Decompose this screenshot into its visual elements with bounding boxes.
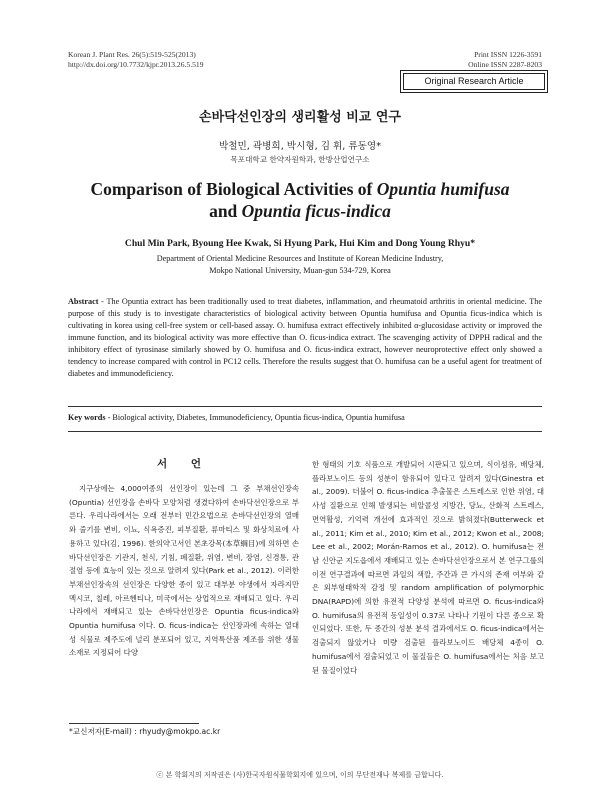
footnote-divider	[69, 723, 199, 724]
keywords-text: - Biological activity, Diabetes, Immunodeficiency, Opuntia ficus-indica, Opuntia humifusa	[105, 413, 405, 422]
english-affiliation	[0, 253, 600, 276]
keywords	[68, 412, 542, 424]
english-authors: Chul Min Park, Byoung Hee Kwak, Si Hyung Park, Hui Kim and Dong Young Rhyu*	[124, 238, 476, 249]
korean-authors: 박철민, 곽병희, 박시형, 김 휘, 류동영*	[219, 141, 381, 152]
abstract-label: Abstract	[68, 297, 99, 306]
english-title-part: Comparison of Biological Activities of	[90, 179, 377, 199]
intro-left-paragraph: 지구상에는 4,000여종의 선인장이 있는데 그 중 부채선인장속(Opuntia) 선인장을 손바닥 모양처럼 생겼다하여 손바닥선인장으로 부른다. 우리나라에서는 오래 전부터 민간요법으로 손바닥선인장의 열매와 줄기를 변비, 이뇨, 식욕증진, 피부질환, 류마티스 및 화상치료에 사용하고 있다(김, 1996). 한의약고서인 본초강목(本草綱目)에 의하면 손바닥선인장은 기관지, 천식, 기침, 폐질환, 위염, 변비, 장염, 신경통, 관절염 등에 효능이 있는 것으로 알려져 있다(Park et al., 2012). 이러한 부채선인장속의 선인장은 다양한 종이 있고 대부분 야생에서 자라지만 멕시코, 칠레, 아르헨티나, 미국에서는 상업적으로 재배되고 있다. 우리나라에서 재배되고 있는 손바닥선인장은 Opuntia ficus-indica와 Opuntia humifusa 이다. O. ficus-indica는 선인장과에 속하는 열대성 식물로 제주도에 널리 분포되어 있고, 지역특산품 제조를 위한 생물소재로 지정되어 다양	[69, 484, 299, 658]
article-type-badge: Original Research Article	[403, 73, 545, 90]
doi-link[interactable]: http://dx.doi.org/10.7732/kjpr.2013.26.5.519	[68, 59, 204, 69]
intro-heading: 서 언	[157, 458, 211, 470]
abstract-divider-top	[68, 406, 542, 407]
korean-affiliation: 목포대학교 한약자원학과, 한방산업연구소	[230, 155, 370, 164]
copyright-notice: ⓒ 본 학회지의 저작권은 (사)한국자원식물학회지에 있으며, 이의 무단전재나 복제를 금합니다.	[156, 771, 444, 779]
keywords-divider-bottom	[68, 431, 542, 432]
intro-right-paragraph: 한 형태의 기호 식품으로 개발되어 시판되고 있으며, 식이섬유, 배당체, 플라보노이드 등의 성분이 함유되어 있다고 알려져 있다(Ginestra et al., 2009). 더불어 O. ficus-indica 추출물은 스트레스로 인한 위염, 대사성 질환으로 인해 발생되는 비알콜성 지방간, 당뇨, 산화적 스트레스, 면역활성, 기억력 개선에 효과적인 것으로 밝혀졌다(Butterweck et al., 2011; Kim et al., 2010; Kim et al., 2012; Kwon et al., 2008; Lee et al., 2002; Morán-Ramos et al., 2012). O. humifusa는 전남 신안군 지도읍에서 재배되고 있는 손바닥선인장으로서 본 연구그룹의 이전 연구결과에 따르면 과일의 색깔, 주간과 큰 가시의 존재 여부와 같은 외부형태학적 감정 및 random amplification of polymorphic DNA(RAPD)에 의한 유전적 다양성 분석에 따르면 O. ficus-indica와 O. humifusa의 유전적 동일성이 0.37로 나타나 기원이 다른 종으로 확인되었다. 또한, 두 종간의 성분 분석 결과에서도 O. ficus-indica에서는 검출되지 않았거나 미량 검출된 플라보노이드 배당체 4종이 O. humifusa에서 검출되었고 이 물질들은 O. humifusa에서는 처음 보고된 물질이었다	[312, 460, 544, 675]
affiliation-line-2: Mokpo National University, Muan-gun 534-729, Korea	[209, 265, 391, 275]
journal-citation: Korean J. Plant Res. 26(5):519-525(2013)	[68, 50, 196, 59]
intro-left-column	[69, 482, 299, 660]
journal-header-right	[468, 50, 542, 69]
english-title-part: and	[209, 201, 242, 221]
abstract	[68, 296, 542, 380]
english-title	[0, 178, 600, 222]
corresponding-author-footnote: *교신저자(E-mail) : rhyudy@mokpo.ac.kr	[69, 727, 221, 736]
korean-title: 손바닥선인장의 생리활성 비교 연구	[199, 110, 401, 125]
intro-right-column	[312, 458, 544, 677]
online-issn: Online ISSN 2287-8203	[468, 59, 542, 69]
affiliation-line-1: Department of Oriental Medicine Resources and Institute of Korean Medicine Industry,	[156, 254, 444, 263]
english-title-species-1: Opuntia humifusa	[376, 179, 510, 199]
keywords-label: Key words	[68, 413, 106, 422]
english-title-species-2: Opuntia ficus-indica	[241, 201, 391, 221]
journal-header-left	[68, 50, 204, 69]
print-issn: Print ISSN 1226-3591	[474, 50, 542, 59]
abstract-text: - The Opuntia extract has been traditionally used to treat diabetes, inflammation, and rheumatoid arthritis in oriental medicine. The purpose of this study is to investigate characteristics of biological activity between Opuntia humifusa and Opuntia ficus-indica which is cultivating in korea using cell-free system or cell-based assay. O. humifusa extract effectively inhibited α-glucosidase activity or improved the immune function, and its biological activity was more effective than O. ficus-indica extract. The scavenging activity of DPPH radical and the inhibitory effect of tyrosinase similarly showed by O. humifusa and O. ficus-indica extract, however neuroprotective effect only showed a tendency to increase compared with control in PC12 cells. Therefore the results suggest that O. humifusa can be a useful agent for treatment of diabetes and immunodeficiency.	[68, 297, 542, 378]
